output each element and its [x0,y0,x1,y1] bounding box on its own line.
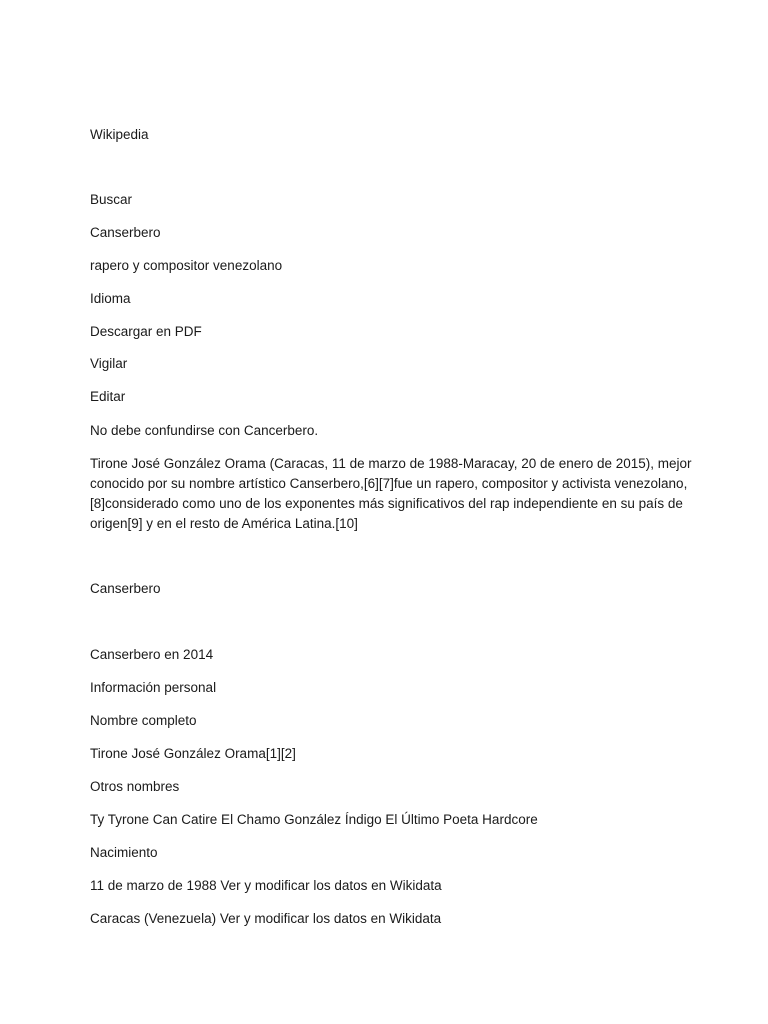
language-link[interactable]: Idioma [90,291,131,306]
hatnote: No debe confundirse con Cancerbero. [90,423,319,438]
article-title: Canserbero [90,225,161,240]
article-description: rapero y compositor venezolano [90,258,283,273]
full-name-label: Nombre completo [90,713,197,728]
intro-paragraph [90,454,692,534]
other-names-label: Otros nombres [90,779,180,794]
infobox-section-personal: Información personal [90,680,217,695]
site-name[interactable]: Wikipedia [90,127,149,142]
infobox-title: Canserbero [90,581,161,596]
search-link[interactable]: Buscar [90,192,133,207]
download-pdf-link[interactable]: Descargar en PDF [90,324,202,339]
full-name-value: Tirone José González Orama[1][2] [90,746,296,761]
intro-line: [8]considerado como uno de los exponentes más significativos del rap independiente en su país de [90,496,683,511]
birth-label: Nacimiento [90,845,158,860]
intro-line: Tirone José González Orama (Caracas, 11 de marzo de 1988-Maracay, 20 de enero de 2015), mejor [90,456,692,471]
infobox-image-caption: Canserbero en 2014 [90,647,214,662]
intro-line: origen[9] y en el resto de América Latina.[10] [90,516,358,531]
birth-date-value: 11 de marzo de 1988 Ver y modificar los datos en Wikidata [90,878,442,893]
other-names-value: Ty Tyrone Can Catire El Chamo González Índigo El Último Poeta Hardcore [90,812,538,827]
intro-line: conocido por su nombre artístico Canserbero,[6][7]fue un rapero, compositor y activista venezolano, [90,476,688,491]
birth-place-value: Caracas (Venezuela) Ver y modificar los datos en Wikidata [90,911,442,926]
watch-link[interactable]: Vigilar [90,356,128,371]
edit-link[interactable]: Editar [90,389,126,404]
